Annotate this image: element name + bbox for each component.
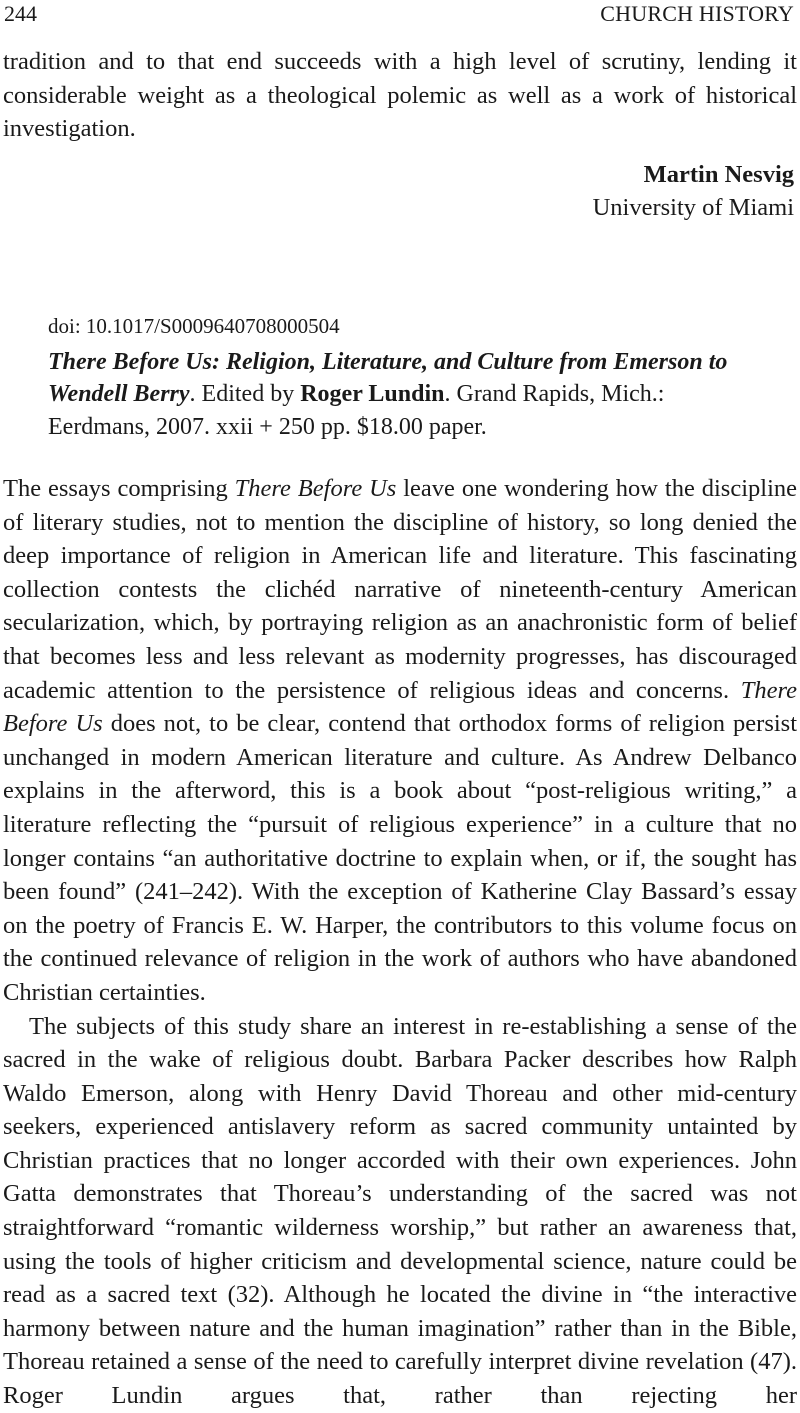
book-citation: [48, 311, 768, 443]
review-text: leave one wondering how the discipline of literary studies, not to mention the discipline of history, so long denied the deep importance of religion in American life and literature. This fascinating collection contests the clichéd narrative of nineteenth-century American secularization, which, by portraying religion as an anachronistic form of belief that becomes less and less relevant as modernity progresses, has discouraged academic attention to the persistence of religious ideas and concerns.: [3, 475, 797, 704]
reviewer-signature: [593, 158, 794, 224]
review-paragraph-1: [3, 472, 797, 1010]
book-editor: Roger Lundin: [300, 381, 445, 408]
doi-link[interactable]: doi: 10.1017/S0009640708000504: [48, 314, 340, 338]
journal-title: CHURCH HISTORY: [600, 1, 794, 26]
book-title-italic: There Before Us: [234, 475, 397, 502]
review-text: The essays comprising: [3, 475, 235, 502]
previous-review-closing: [3, 45, 797, 146]
review-body: [3, 472, 797, 1413]
review-text: does not, to be clear, contend that orthodox forms of religion persist unchanged in modern American literature and culture. As Andrew Delbanco explains in the afterword, this is a book about “post-religious writing,” a literature reflecting the “pursuit of religious experience” in a culture that no longer contains “an authoritative doctrine to explain when, or if, the sought has been found” (241–242). With the exception of Katherine Clay Bassard’s essay on the poetry of Francis E. W. Harper, the contributors to this volume focus on the continued relevance of religion in the work of authors who have abandoned Christian certainties.: [3, 710, 797, 1006]
edited-by-text: . Edited by: [189, 381, 301, 408]
publication-info: . Grand Rapids, Mich.: Eerdmans, 2007. xxii + 250 pp. $18.00 paper.: [48, 381, 665, 440]
book-title: There Before Us: Religion, Literature, and Culture from Emerson to Wendell Berry: [48, 349, 728, 408]
page-number: 244: [4, 1, 37, 26]
book-reference: [48, 346, 768, 443]
reviewer-affiliation: University of Miami: [592, 194, 794, 221]
previous-review-text: tradition and to that end succeeds with a high level of scrutiny, lending it considerable weight as a theological polemic as well as a work of historical investigation.: [3, 48, 797, 143]
review-paragraph-2: The subjects of this study share an interest in re-establishing a sense of the sacred in the wake of religious doubt. Barbara Packer describes how Ralph Waldo Emerson, along with Henry David Thoreau and other mid-century seekers, experienced antislavery reform as sacred community untainted by Christian practices that no longer accorded with their own experiences. John Gatta demonstrates that Thoreau’s understanding of the sacred was not straightforward “romantic wilderness worship,” but rather an awareness that, using the tools of higher criticism and developmental science, nature could be read as a sacred text (32). Although he located the divine in “the interactive harmony between nature and the human imagination” rather than in the Bible, Thoreau retained a sense of the need to carefully interpret divine revelation (47). Roger Lundin argues that, rather than rejecting her: [3, 1012, 797, 1410]
reviewer-name: Martin Nesvig: [643, 161, 794, 188]
running-head: [4, 0, 794, 28]
book-title-italic: There Before Us: [3, 676, 797, 738]
